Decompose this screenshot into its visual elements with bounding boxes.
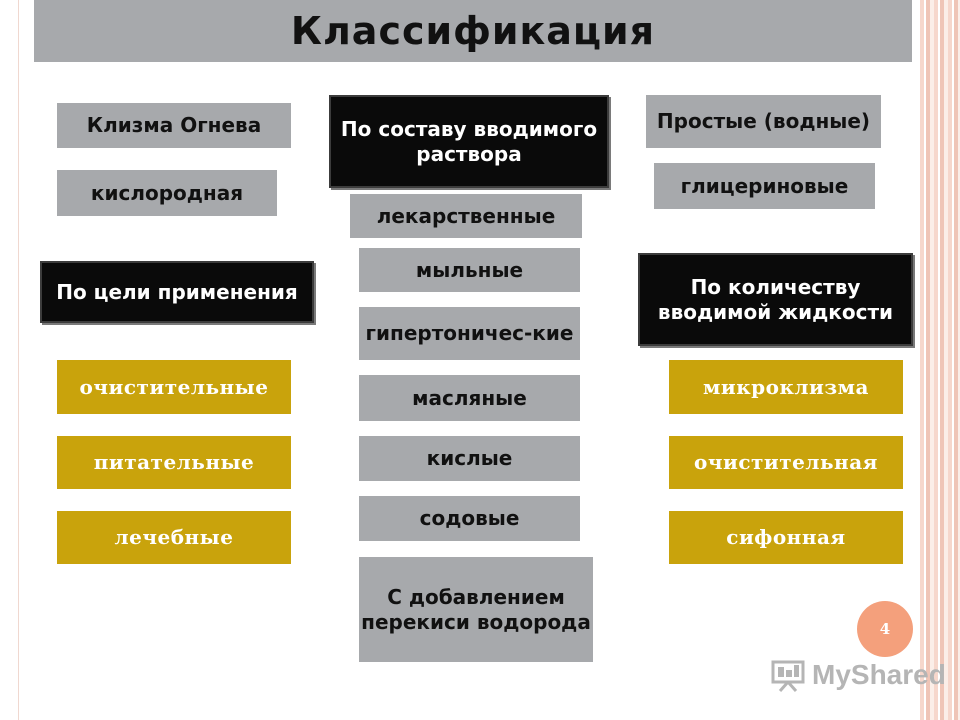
left-item-ogneva: Клизма Огнева <box>57 103 291 148</box>
center-item-soda: содовые <box>359 496 580 541</box>
slide-title: Классификация <box>290 9 656 53</box>
page-number-badge: 4 <box>857 601 913 657</box>
center-item-acidic: кислые <box>359 436 580 481</box>
center-item-soapy: мыльные <box>359 248 580 292</box>
watermark-text: MyShared <box>812 659 946 690</box>
watermark-logo <box>770 655 946 695</box>
right-gold-micro: микроклизма <box>669 360 903 414</box>
slide-frame-left <box>0 0 19 720</box>
left-gold-nutritive: питательные <box>57 436 291 489</box>
slide-frame-right <box>920 0 960 720</box>
right-item-simple: Простые (водные) <box>646 95 881 148</box>
center-item-medicinal: лекарственные <box>350 194 582 238</box>
center-item-oily: масляные <box>359 375 580 421</box>
right-gold-siphon: сифонная <box>669 511 903 564</box>
left-gold-medicinal: лечебные <box>57 511 291 564</box>
header-by-purpose: По цели применения <box>40 261 314 323</box>
header-by-composition: По составу вводимого раствора <box>329 95 609 188</box>
left-item-oxygen: кислородная <box>57 170 277 216</box>
center-item-peroxide: С добавлением перекиси водорода <box>359 557 593 662</box>
right-item-glycerin: глицериновые <box>654 163 875 209</box>
header-by-volume: По количеству вводимой жидкости <box>638 253 913 346</box>
left-gold-cleansing: очистительные <box>57 360 291 414</box>
right-gold-cleansing: очистительная <box>669 436 903 489</box>
presentation-icon <box>770 657 806 693</box>
title-bar <box>34 0 912 62</box>
center-item-hypertonic: гипертоничес-кие <box>359 307 580 360</box>
